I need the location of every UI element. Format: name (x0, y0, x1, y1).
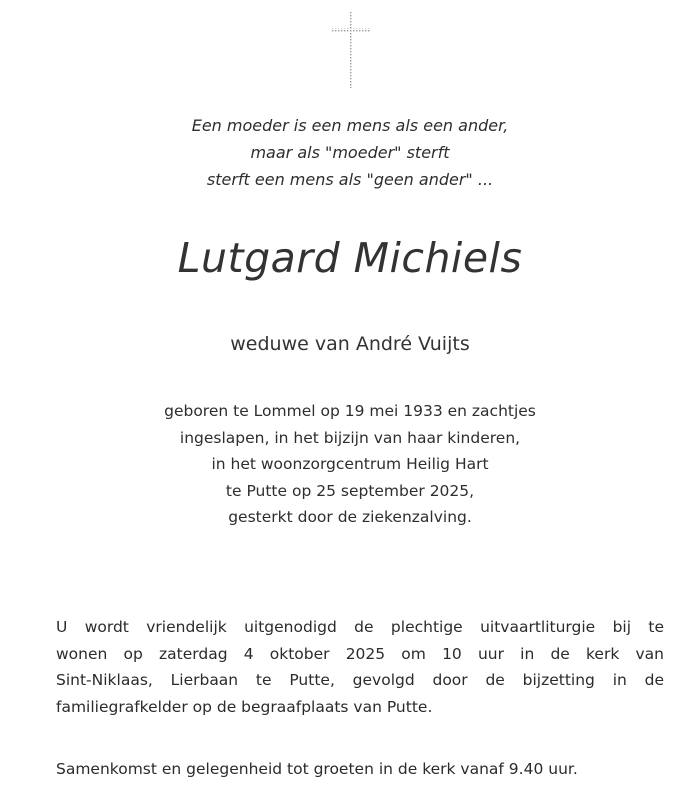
widow-of: weduwe van André Vuijts (230, 333, 470, 355)
invitation-text (56, 614, 664, 720)
cross-icon (332, 12, 370, 88)
invitation-line: U wordt vriendelijk uitgenodigd de plechtige uitvaartliturgie bij te (56, 618, 664, 636)
invitation-line: familiegrafkelder op de begraafplaats van Putte. (56, 697, 433, 716)
birth-death-line: geboren te Lommel op 19 mei 1933 en zachtjes (164, 402, 536, 420)
poem-line: Een moeder is een mens als een ander, (191, 116, 509, 135)
invitation-line: Sint-Niklaas, Lierbaan te Putte, gevolgd door de bijzetting in de (56, 671, 664, 689)
birth-death-line: gesterkt door de ziekenzalving. (228, 508, 472, 526)
poem-line: maar als "moeder" sterft (250, 143, 450, 162)
birth-death-line: te Putte op 25 september 2025, (225, 481, 475, 500)
invitation-line: wonen op zaterdag 4 oktober 2025 om 10 uur in de kerk van (56, 644, 664, 663)
gathering-text: Samenkomst en gelegenheid tot groeten in de kerk vanaf 9.40 uur. (56, 760, 578, 778)
birth-death-text (0, 398, 700, 531)
birth-death-line: ingeslapen, in het bijzijn van haar kinderen, (179, 428, 521, 447)
poem (0, 112, 700, 193)
poem-line: sterft een mens als "geen ander" ... (206, 170, 494, 189)
birth-death-line: in het woonzorgcentrum Heilig Hart (211, 455, 489, 473)
deceased-name: Lutgard Michiels (177, 234, 523, 282)
